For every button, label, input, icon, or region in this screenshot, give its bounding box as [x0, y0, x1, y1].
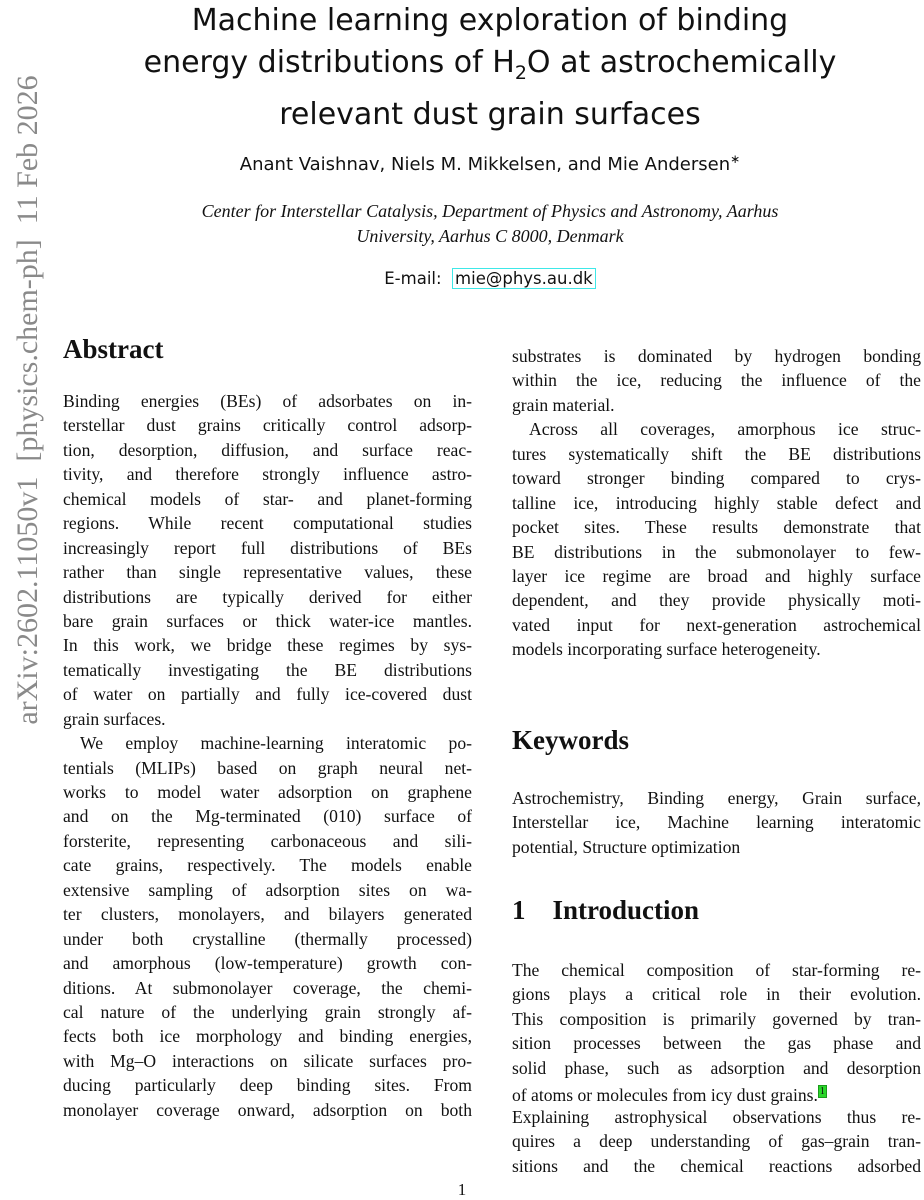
paragraph-line — [63, 609, 472, 633]
paragraph-line — [512, 466, 921, 490]
text-line: In this work, we bridge these regimes by sys- — [63, 635, 472, 656]
text-line: and amorphous (low-temperature) growth con- — [63, 953, 472, 974]
text-line: potential, Structure optimization — [512, 836, 741, 857]
paragraph-line — [512, 1105, 921, 1129]
title-text: energy distributions of H — [143, 44, 515, 80]
text-line: models incorporating surface heterogeneity. — [512, 639, 821, 660]
text-line: ducing particularly deep binding sites. From — [63, 1075, 472, 1096]
paragraph-line — [63, 976, 472, 1000]
text-line: Across all coverages, amorphous ice struc- — [529, 419, 921, 440]
title-subscript: 2 — [514, 61, 527, 84]
text-line: layer ice regime are broad and highly surface — [512, 565, 921, 586]
paragraph-line — [63, 829, 472, 853]
paragraph-line — [63, 878, 472, 902]
paragraph-line — [512, 1031, 921, 1055]
text-line: monolayer coverage onward, adsorption on both — [63, 1099, 472, 1120]
paragraph-line — [63, 927, 472, 951]
text-line: solid phase, such as adsorption and desorption — [512, 1057, 921, 1078]
text-line: tentials (MLIPs) based on graph neural net- — [63, 757, 472, 778]
text-line: tion, desorption, diffusion, and surface reac- — [63, 439, 472, 460]
paragraph-line — [512, 835, 921, 859]
paragraph-line — [512, 786, 921, 810]
text-line: gions plays a critical role in their evolution. — [512, 984, 921, 1005]
paragraph-line — [512, 491, 921, 515]
text-line: ditions. At submonolayer coverage, the chemi- — [63, 977, 472, 998]
text-line: substrates is dominated by hydrogen bonding — [512, 346, 921, 366]
text-line: under both crystalline (thermally processed) — [63, 928, 472, 949]
text-line: quires a deep understanding of gas–grain tran- — [512, 1131, 921, 1152]
text-line: tures systematically shift the BE distributions — [512, 443, 921, 464]
paragraph-line — [63, 804, 472, 828]
title-line: relevant dust grain surfaces — [279, 97, 701, 132]
text-line: terstellar dust grains critically control adsorp- — [63, 415, 472, 436]
paragraph-line — [63, 413, 472, 437]
keywords-heading: Keywords — [512, 724, 629, 755]
text-line: distributions are typically derived for either — [63, 586, 472, 607]
page-number: 1 — [457, 1180, 467, 1199]
paragraph-line — [63, 487, 472, 511]
footnote-reference[interactable]: 1 — [819, 1086, 825, 1098]
paragraph-line — [63, 560, 472, 584]
paragraph-line — [512, 637, 921, 661]
text-line: dependent, and they provide physically moti- — [512, 590, 921, 611]
paragraph-line — [512, 564, 921, 588]
author-names: Anant Vaishnav, Niels M. Mikkelsen, and Mie Andersen — [239, 154, 731, 175]
text-line: rather than single representative values, these — [63, 562, 472, 583]
paragraph-line — [512, 368, 921, 392]
affiliation — [40, 199, 924, 249]
paragraph-line — [512, 982, 921, 1006]
title-line: Machine learning exploration of binding — [191, 3, 789, 38]
text-line: tivity, and therefore strongly influence astro- — [63, 464, 472, 485]
text-line: talline ice, introducing highly stable defect and — [512, 492, 921, 513]
text-line: Interstellar ice, Machine learning interatomic — [512, 812, 921, 833]
paragraph-line — [63, 536, 472, 560]
title-line — [40, 42, 924, 95]
affiliation-line: University, Aarhus C 8000, Denmark — [356, 226, 624, 246]
arxiv-identifier: arXiv:2602.11050v1 [physics.chem-ph] 11 Feb 2026 — [11, 75, 44, 725]
text-line: pocket sites. These results demonstrate that — [512, 517, 921, 538]
paragraph-line — [512, 1080, 921, 1104]
paragraph-line — [512, 540, 921, 564]
title-text: O at astrochemically — [526, 44, 837, 80]
paragraph-line — [512, 417, 921, 441]
text-line: Astrochemistry, Binding energy, Grain surface, — [512, 787, 921, 808]
paragraph-line — [512, 588, 921, 612]
text-line: bare grain surfaces or thick water-ice mantles. — [63, 610, 472, 631]
paragraph-line — [63, 389, 472, 413]
email-label: E-mail: — [384, 269, 442, 288]
text-line: grain surfaces. — [63, 708, 166, 729]
text-line: and on the Mg-terminated (010) surface of — [63, 806, 472, 827]
text-line: sition processes between the gas phase and — [512, 1033, 921, 1054]
left-column — [63, 334, 472, 1122]
paragraph-line — [63, 1049, 472, 1073]
text-line: toward stronger binding compared to crys- — [512, 468, 921, 489]
paragraph-line — [63, 658, 472, 682]
section-heading-introduction: 1 Introduction — [512, 895, 700, 925]
paragraph-line — [63, 853, 472, 877]
paragraph-line — [63, 511, 472, 535]
paragraph-line — [63, 951, 472, 975]
paragraph-line — [512, 344, 921, 368]
corresponding-mark: ∗ — [730, 152, 741, 166]
paragraph-line — [63, 731, 472, 755]
paragraph-line — [63, 1073, 472, 1097]
paragraph-line — [512, 515, 921, 539]
text-line: fects both ice morphology and binding energies, — [63, 1026, 472, 1047]
email-line — [40, 269, 924, 288]
text-line: works to model water adsorption on graphene — [63, 782, 472, 802]
text-line: sitions and the chemical reactions adsorbed — [512, 1155, 921, 1176]
paragraph-line — [63, 1000, 472, 1024]
paragraph-line — [512, 1129, 921, 1153]
text-line: We employ machine-learning interatomic po- — [80, 733, 472, 754]
text-line: Binding energies (BEs) of adsorbates on in- — [63, 391, 472, 411]
paragraph-line — [512, 810, 921, 834]
abstract-heading: Abstract — [63, 334, 164, 364]
paragraph-line — [63, 902, 472, 926]
text-line: forsterite, representing carbonaceous and sili- — [63, 830, 472, 851]
text-line: regions. While recent computational studies — [63, 513, 472, 534]
paragraph-line — [512, 613, 921, 637]
paragraph-line — [63, 707, 472, 731]
text-line: of water on partially and fully ice-covered dust — [63, 684, 472, 705]
text-line: BE distributions in the submonolayer to few- — [512, 541, 921, 562]
text-line: grain material. — [512, 394, 615, 415]
email-link[interactable]: mie@phys.au.dk — [452, 268, 596, 289]
paper-title — [40, 0, 924, 136]
affiliation-line: Center for Interstellar Catalysis, Department of Physics and Astronomy, Aarhus — [201, 201, 779, 221]
text-line: within the ice, reducing the influence of the — [512, 370, 921, 391]
paragraph-line — [63, 585, 472, 609]
paragraph-line — [512, 393, 921, 417]
text-line: extensive sampling of adsorption sites on wa- — [63, 879, 472, 900]
text-line: Explaining astrophysical observations thus re- — [512, 1106, 921, 1127]
text-line: increasingly report full distributions of BEs — [63, 537, 472, 558]
text-line: cate grains, respectively. The models enable — [63, 855, 472, 876]
paragraph-line — [63, 1024, 472, 1048]
paragraph-line — [512, 958, 921, 982]
authors — [40, 152, 924, 175]
paragraph-line — [63, 438, 472, 462]
text-line: of atoms or molecules from icy dust grains. — [512, 1085, 818, 1106]
paragraph-line — [512, 442, 921, 466]
text-line: This composition is primarily governed by tran- — [512, 1008, 921, 1029]
text-line: tematically investigating the BE distributions — [63, 659, 472, 680]
paragraph-line — [63, 1098, 472, 1122]
text-line: cal nature of the underlying grain strongly af- — [63, 1001, 472, 1022]
text-line: The chemical composition of star-forming re- — [512, 960, 921, 980]
paragraph-line — [512, 1154, 921, 1178]
paragraph-line — [512, 1007, 921, 1031]
text-line: chemical models of star- and planet-forming — [63, 488, 472, 509]
paragraph-line — [512, 1056, 921, 1080]
right-column — [512, 344, 921, 1178]
text-line: vated input for next-generation astrochemical — [512, 614, 921, 635]
paragraph-line — [63, 780, 472, 804]
text-line: ter clusters, monolayers, and bilayers generated — [63, 904, 472, 925]
paragraph-line — [63, 756, 472, 780]
paragraph-line — [63, 633, 472, 657]
paragraph-line — [63, 462, 472, 486]
text-line: with Mg–O interactions on silicate surfaces pro- — [63, 1050, 472, 1071]
paragraph-line — [63, 682, 472, 706]
